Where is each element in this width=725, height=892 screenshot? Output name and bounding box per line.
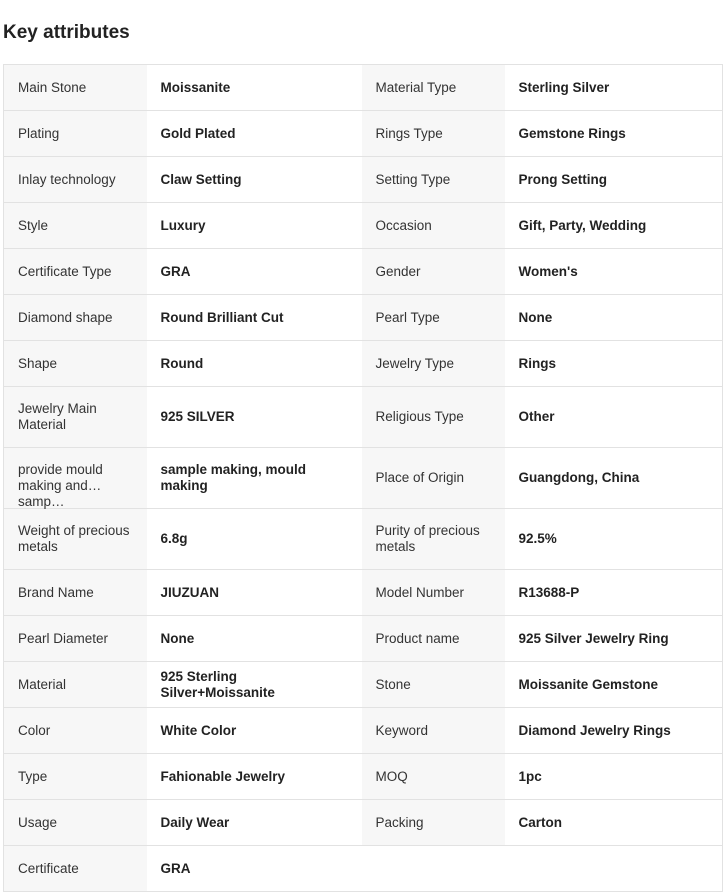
attribute-value: 1pc xyxy=(505,754,723,800)
attribute-label-text: Jewelry Main Material xyxy=(18,401,97,432)
attribute-label: Pearl Diameter xyxy=(4,616,147,662)
attribute-label: Inlay technology xyxy=(4,157,147,203)
attribute-value: 925 Silver Jewelry Ring xyxy=(505,616,723,662)
attribute-label: Style xyxy=(4,203,147,249)
table-row xyxy=(4,295,723,341)
table-row xyxy=(4,387,723,448)
attribute-label: Type xyxy=(4,754,147,800)
attribute-label: Certificate Type xyxy=(4,249,147,295)
attribute-value: sample making, mould making xyxy=(147,448,362,509)
attribute-value: JIUZUAN xyxy=(147,570,362,616)
attribute-label: Rings Type xyxy=(362,111,505,157)
table-row xyxy=(4,111,723,157)
attribute-label-text: Purity of precious metals xyxy=(375,523,480,554)
attribute-label: Plating xyxy=(4,111,147,157)
attribute-label: Gender xyxy=(362,249,505,295)
attribute-value: Moissanite Gemstone xyxy=(505,662,723,708)
table-row xyxy=(4,448,723,509)
attribute-value: Prong Setting xyxy=(505,157,723,203)
attribute-label: Jewelry Type xyxy=(362,341,505,387)
table-row xyxy=(4,754,723,800)
attribute-label: Shape xyxy=(4,341,147,387)
table-row xyxy=(4,157,723,203)
attribute-label: Color xyxy=(4,708,147,754)
attribute-label: Stone xyxy=(362,662,505,708)
attribute-label-text: Weight of precious metals xyxy=(18,523,130,554)
table-row xyxy=(4,65,723,111)
attribute-label: Packing xyxy=(362,800,505,846)
attribute-value: Carton xyxy=(505,800,723,846)
attribute-label: Occasion xyxy=(362,203,505,249)
attribute-value: Diamond Jewelry Rings xyxy=(505,708,723,754)
attribute-label: Brand Name xyxy=(4,570,147,616)
table-row xyxy=(4,203,723,249)
attribute-value: Guangdong, China xyxy=(505,448,723,509)
attribute-label: Material Type xyxy=(362,65,505,111)
attribute-value: Gemstone Rings xyxy=(505,111,723,157)
attribute-label: Setting Type xyxy=(362,157,505,203)
attribute-value: Other xyxy=(505,387,723,448)
attribute-value: 92.5% xyxy=(505,509,723,570)
attribute-label: Certificate xyxy=(4,846,147,892)
attribute-value: Round Brilliant Cut xyxy=(147,295,362,341)
attribute-label: Religious Type xyxy=(362,387,505,448)
empty-cell xyxy=(505,846,723,892)
attribute-value: R13688-P xyxy=(505,570,723,616)
key-attributes-table xyxy=(3,64,723,892)
attribute-label: Place of Origin xyxy=(362,448,505,509)
attribute-value: Gold Plated xyxy=(147,111,362,157)
attribute-label-text: provide mould making and samp… xyxy=(18,462,103,509)
table-row xyxy=(4,662,723,708)
attribute-value: GRA xyxy=(147,249,362,295)
attribute-label: Pearl Type xyxy=(362,295,505,341)
attribute-value: Round xyxy=(147,341,362,387)
attribute-label: Main Stone xyxy=(4,65,147,111)
table-row xyxy=(4,341,723,387)
attribute-label: Model Number xyxy=(362,570,505,616)
section-title: Key attributes xyxy=(3,22,130,43)
empty-cell xyxy=(362,846,505,892)
table-row xyxy=(4,249,723,295)
table-row xyxy=(4,570,723,616)
attribute-value: Claw Setting xyxy=(147,157,362,203)
attribute-value: 925 Sterling Silver+Moissanite xyxy=(147,662,362,708)
attribute-value: Rings xyxy=(505,341,723,387)
attribute-label xyxy=(362,509,505,570)
attribute-value: Moissanite xyxy=(147,65,362,111)
attribute-value: 6.8g xyxy=(147,509,362,570)
attribute-label: Usage xyxy=(4,800,147,846)
attribute-value: Luxury xyxy=(147,203,362,249)
attribute-label xyxy=(4,448,147,509)
attribute-label: Material xyxy=(4,662,147,708)
attribute-value: None xyxy=(147,616,362,662)
attribute-value: None xyxy=(505,295,723,341)
attribute-value: 925 SILVER xyxy=(147,387,362,448)
attribute-label: Diamond shape xyxy=(4,295,147,341)
attribute-value: Sterling Silver xyxy=(505,65,723,111)
table-row xyxy=(4,846,723,892)
attribute-label: Product name xyxy=(362,616,505,662)
attribute-value: Daily Wear xyxy=(147,800,362,846)
attribute-value: Gift, Party, Wedding xyxy=(505,203,723,249)
attribute-value: GRA xyxy=(147,846,362,892)
table-row xyxy=(4,708,723,754)
attribute-value: Women's xyxy=(505,249,723,295)
table-row xyxy=(4,616,723,662)
attribute-value: White Color xyxy=(147,708,362,754)
attribute-label: Keyword xyxy=(362,708,505,754)
table-row xyxy=(4,509,723,570)
attribute-label xyxy=(4,387,147,448)
attribute-label xyxy=(4,509,147,570)
table-row xyxy=(4,800,723,846)
attribute-label: MOQ xyxy=(362,754,505,800)
attribute-value: Fahionable Jewelry xyxy=(147,754,362,800)
